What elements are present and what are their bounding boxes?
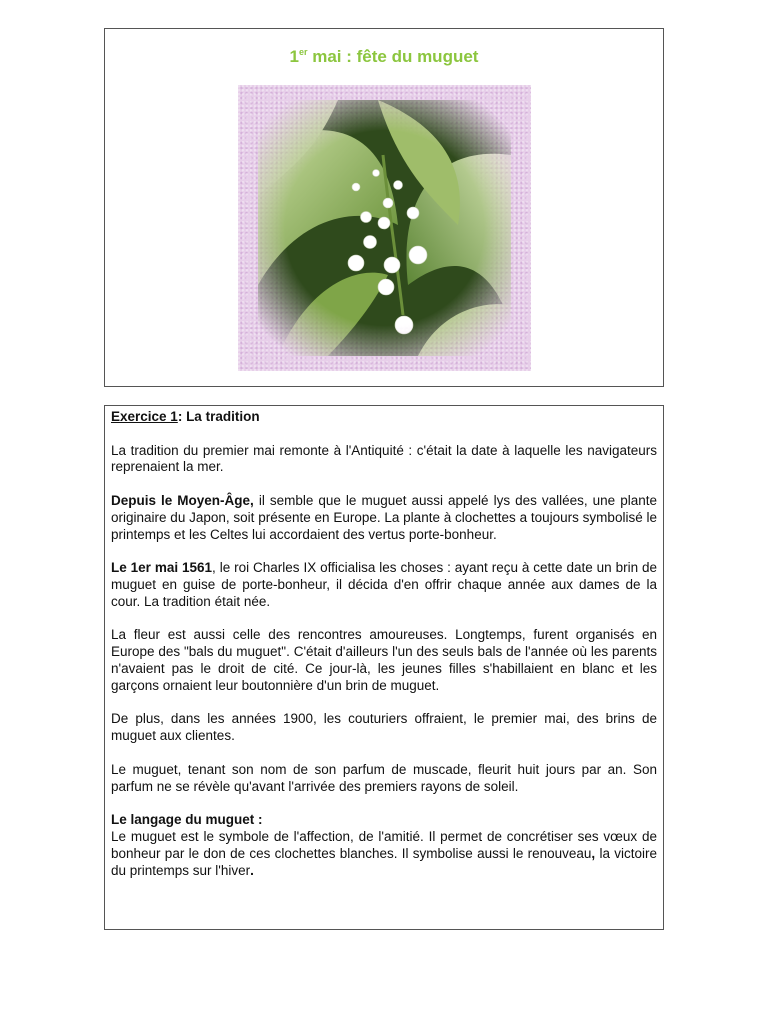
paragraph-language [111, 812, 657, 879]
middle-ages-bold: Depuis le Moyen-Âge, [111, 492, 254, 508]
language-text-b: la victoire du printemps sur l'hiver [111, 845, 657, 878]
exercise-label: Exercice 1 [111, 409, 178, 424]
date-1561-bold: Le 1er mai 1561 [111, 560, 213, 576]
title-text: mai : fête du muguet [307, 47, 479, 66]
exercise-heading [111, 409, 657, 426]
paragraph-romance: La fleur est aussi celle des rencontres amoureuses. Longtemps, furent organisés en Europe des "bals du muguet". C'était d'ailleurs l'un des seuls bals de l'année où les parents n'avaient pas le droit de cité. Ce jour-là, les jeunes filles s'habillaient en blanc et les garçons ornaient leur boutonnière d'un brin de muguet. [111, 627, 657, 693]
language-heading: Le langage du muguet : [111, 812, 263, 828]
language-text-a: Le muguet est le symbole de l'affection, de l'amitié. Il permet de concrétiser ses vœux de bonheur par le don de ces clochettes blanches. Il symbolise aussi le renouveau [111, 828, 657, 861]
date-1561-text: , le roi Charles IX officialisa les choses : ayant reçu à cette date un brin de muguet en guise de porte-bonheur, il décida d'en offrir chaque année aux dames de la cour. La tradition était née. [111, 560, 657, 609]
exercise-sep: : [177, 409, 187, 424]
exercise-title: La tradition [186, 409, 260, 424]
language-period: . [250, 862, 254, 878]
paragraph-1900: De plus, dans les années 1900, les couturiers offraient, le premier mai, des brins de muguet aux clientes. [111, 711, 657, 744]
page-title [105, 47, 663, 67]
language-comma: , [591, 845, 596, 861]
lily-of-the-valley-photo [238, 85, 531, 371]
title-box [104, 28, 664, 387]
middle-ages-text: il semble que le muguet aussi appelé lys des vallées, une plante originaire du Japon, soit présente en Europe. La plante à clochettes a toujours symbolisé le printemps et les Celtes lui accordaient des vertus porte-bonheur. [111, 492, 657, 542]
title-superscript: er [298, 47, 308, 57]
title-number: 1 [289, 47, 299, 66]
paragraph-antiquity: La tradition du premier mai remonte à l'Antiquité : c'était la date à laquelle les navigateurs reprenaient la mer. [111, 442, 657, 475]
exercise-box [104, 405, 664, 930]
paragraph-perfume: Le muguet, tenant son nom de son parfum de muscade, fleurit huit jours par an. Son parfum ne se révèle qu'avant l'arrivée des premiers rayons de soleil. [111, 761, 657, 794]
paragraph-1561 [111, 560, 657, 610]
paragraph-middle-ages [111, 493, 657, 543]
